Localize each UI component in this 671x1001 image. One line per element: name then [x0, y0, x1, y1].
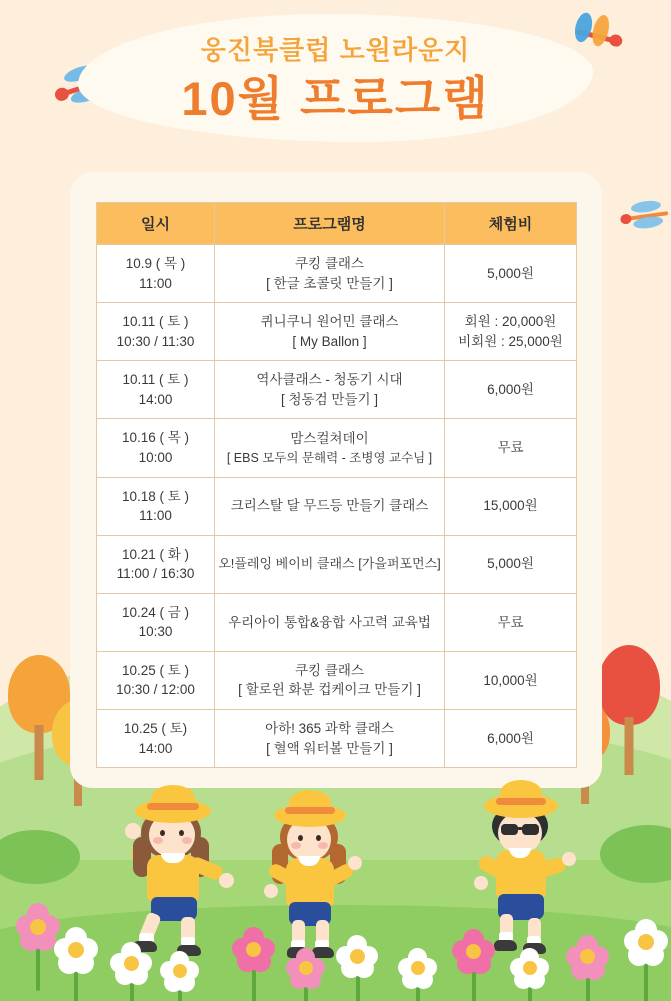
cell-fee: 5,000원: [445, 245, 577, 303]
table-header-row: [97, 203, 577, 245]
cell-fee: 5,000원: [445, 535, 577, 593]
kid-right-illustration: [470, 780, 600, 955]
cell-fee: 6,000원: [445, 710, 577, 768]
cell-date: 10.11 ( 토 ) 14:00: [97, 361, 215, 419]
cell-fee: 무료: [445, 593, 577, 651]
cell-program: 쿠킹 클래스 [ 할로윈 화분 컵케이크 만들기 ]: [215, 651, 445, 709]
cell-date: 10.25 ( 토 ) 10:30 / 12:00: [97, 651, 215, 709]
table-row: [97, 477, 577, 535]
table-row: [97, 710, 577, 768]
table-row: [97, 651, 577, 709]
cell-date: 10.24 ( 금 ) 10:30: [97, 593, 215, 651]
cell-date: 10.25 ( 토) 14:00: [97, 710, 215, 768]
column-header-date: 일시: [97, 203, 215, 245]
cell-date: 10.21 ( 화 ) 11:00 / 16:30: [97, 535, 215, 593]
cell-date: 10.11 ( 토 ) 10:30 / 11:30: [97, 303, 215, 361]
cell-program: 퀴니쿠니 원어민 클래스 [ My Ballon ]: [215, 303, 445, 361]
cell-fee: 15,000원: [445, 477, 577, 535]
cell-date: 10.9 ( 목 ) 11:00: [97, 245, 215, 303]
program-schedule-table: [96, 202, 577, 768]
table-row: [97, 535, 577, 593]
cell-program: 크리스탈 달 무드등 만들기 클래스: [215, 477, 445, 535]
cell-fee: 무료: [445, 419, 577, 477]
cell-program: 맘스컬쳐데이 [ EBS 모두의 문해력 - 조병영 교수님 ]: [215, 419, 445, 477]
cell-fee: 6,000원: [445, 361, 577, 419]
kid-center-illustration: [262, 790, 382, 955]
cell-program: 우리아이 통합&융합 사고력 교육법: [215, 593, 445, 651]
cell-fee: 10,000원: [445, 651, 577, 709]
cell-program: 역사클래스 - 청동기 시대 [ 청동검 만들기 ]: [215, 361, 445, 419]
cell-program: 오!플레잉 베이비 클래스 [가을퍼포먼스]: [215, 535, 445, 593]
cell-date: 10.16 ( 목 ) 10:00: [97, 419, 215, 477]
kid-left-illustration: [125, 785, 255, 955]
column-header-fee: 체험비: [445, 203, 577, 245]
cell-fee: 회원 : 20,000원 비회원 : 25,000원: [445, 303, 577, 361]
cell-program: 쿠킹 클래스 [ 한글 초콜릿 만들기 ]: [215, 245, 445, 303]
page-title: 10월 프로그램: [181, 72, 490, 125]
table-row: [97, 419, 577, 477]
cell-date: 10.18 ( 토 ) 11:00: [97, 477, 215, 535]
cell-program: 아하! 365 과학 클래스 [ 혈액 워터볼 만들기 ]: [215, 710, 445, 768]
table-row: [97, 245, 577, 303]
table-row: [97, 361, 577, 419]
header-subtitle: 웅진북클럽 노원라운지: [200, 35, 471, 65]
table-row: [97, 303, 577, 361]
table-row: [97, 593, 577, 651]
column-header-program: 프로그램명: [215, 203, 445, 245]
